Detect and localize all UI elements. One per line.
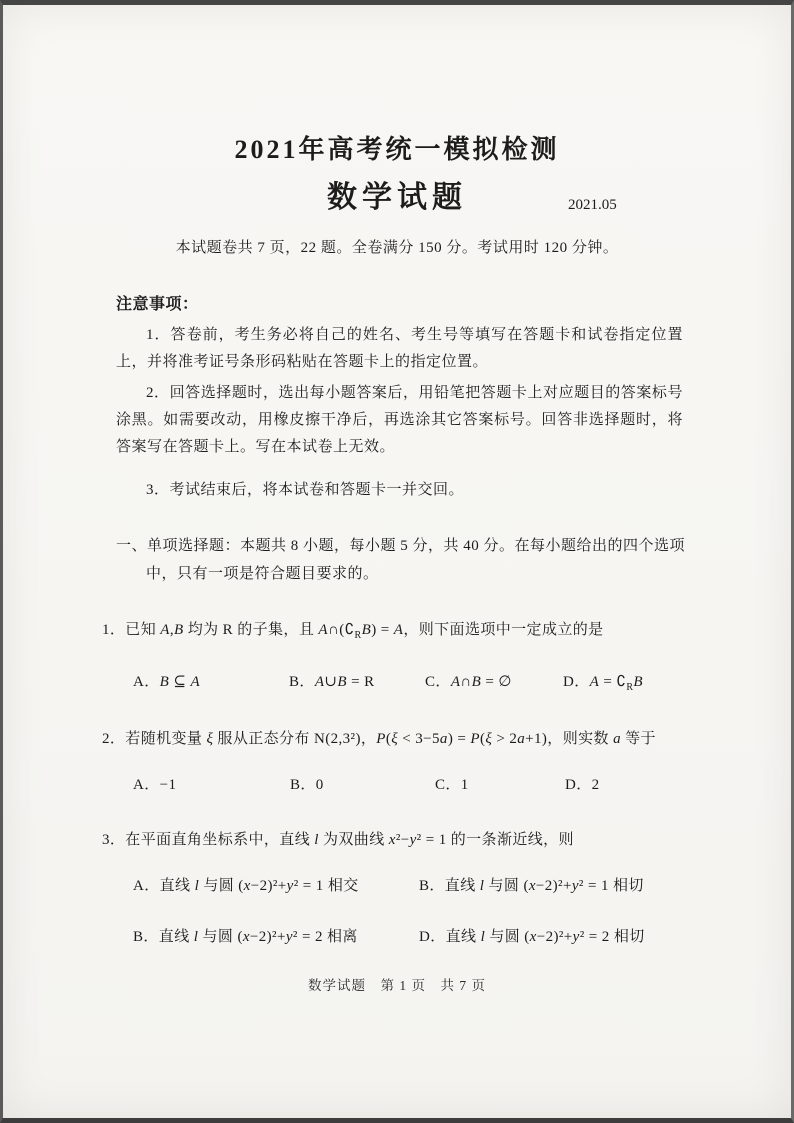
question-1	[102, 618, 695, 693]
exam-info-line: 本试题卷共 7 页，22 题。全卷满分 150 分。考试用时 120 分钟。	[175, 240, 619, 256]
question-1-option-d: D．$A = ∁_RB$	[563, 674, 643, 693]
question-3-options	[133, 874, 695, 946]
question-2-option-c: C．1	[435, 777, 469, 793]
question-1-option-a: A．B ⊆ A	[133, 674, 201, 690]
page-footer: 数学试题 第 1 页 共 7 页	[308, 978, 486, 993]
exam-subtitle: 数学试题	[327, 181, 467, 214]
notice-item-2: 2．回答选择题时，选出每小题答案后，用铅笔把答题卡上对应题目的答案标号涂黑。如需要改动，用橡皮擦干净后，再选涂其它答案标号。回答非选择题时，将答案写在答题卡上。写在本试卷上无效。	[116, 385, 683, 455]
question-3-option-c: B．直线 l 与圆 (x−2)²+y² = 2 相离	[133, 929, 358, 945]
question-3-stem: 3．在平面直角坐标系中，直线 l 为双曲线 x²−y² = 1 的一条渐近线，则	[102, 832, 574, 848]
question-2-stem: 2．若随机变量 ξ 服从正态分布 N(2,3²)，P(ξ < 3−5a) = P(ξ > 2a+1)，则实数 a 等于	[102, 731, 656, 747]
subtitle-row	[3, 176, 791, 220]
notice-item-3: 3．考试结束后，将本试卷和答题卡一并交回。	[146, 482, 465, 498]
question-2-option-b: B．0	[290, 777, 324, 793]
exam-date: 2021.05	[568, 197, 617, 213]
question-2-option-a: A．−1	[133, 777, 177, 793]
question-3	[102, 828, 695, 946]
question-2-options	[133, 773, 695, 794]
exam-title: 2021年高考统一模拟检测	[234, 135, 560, 164]
question-3-option-d: D．直线 l 与圆 (x−2)²+y² = 2 相切	[419, 929, 645, 945]
question-3-option-a: A．直线 l 与圆 (x−2)²+y² = 1 相交	[133, 878, 359, 894]
question-3-option-b: B．直线 l 与圆 (x−2)²+y² = 1 相切	[419, 878, 644, 894]
notice-heading: 注意事项：	[116, 296, 199, 313]
notice-item-1: 1．答卷前，考生务必将自己的姓名、考生号等填写在答题卡和试卷指定位置上，并将准考证号条形码粘贴在答题卡上的指定位置。	[116, 327, 683, 370]
question-1-stem: 1．已知 A,B 均为 R 的子集，且 $A\cap(∁_RB) = A$，则下面选项中一定成立的是	[102, 622, 604, 641]
question-1-option-b: B．A∪B = R	[289, 674, 375, 690]
question-2-option-d: D．2	[565, 777, 600, 793]
notice-block	[116, 291, 683, 504]
section-heading: 一、单项选择题：本题共 8 小题，每小题 5 分，共 40 分。在每小题给出的四个选项中，只有一项是符合题目要求的。	[116, 538, 686, 582]
question-1-options	[133, 670, 695, 693]
question-2	[102, 727, 695, 794]
question-1-option-c: C．A∩B = ∅	[425, 674, 512, 690]
